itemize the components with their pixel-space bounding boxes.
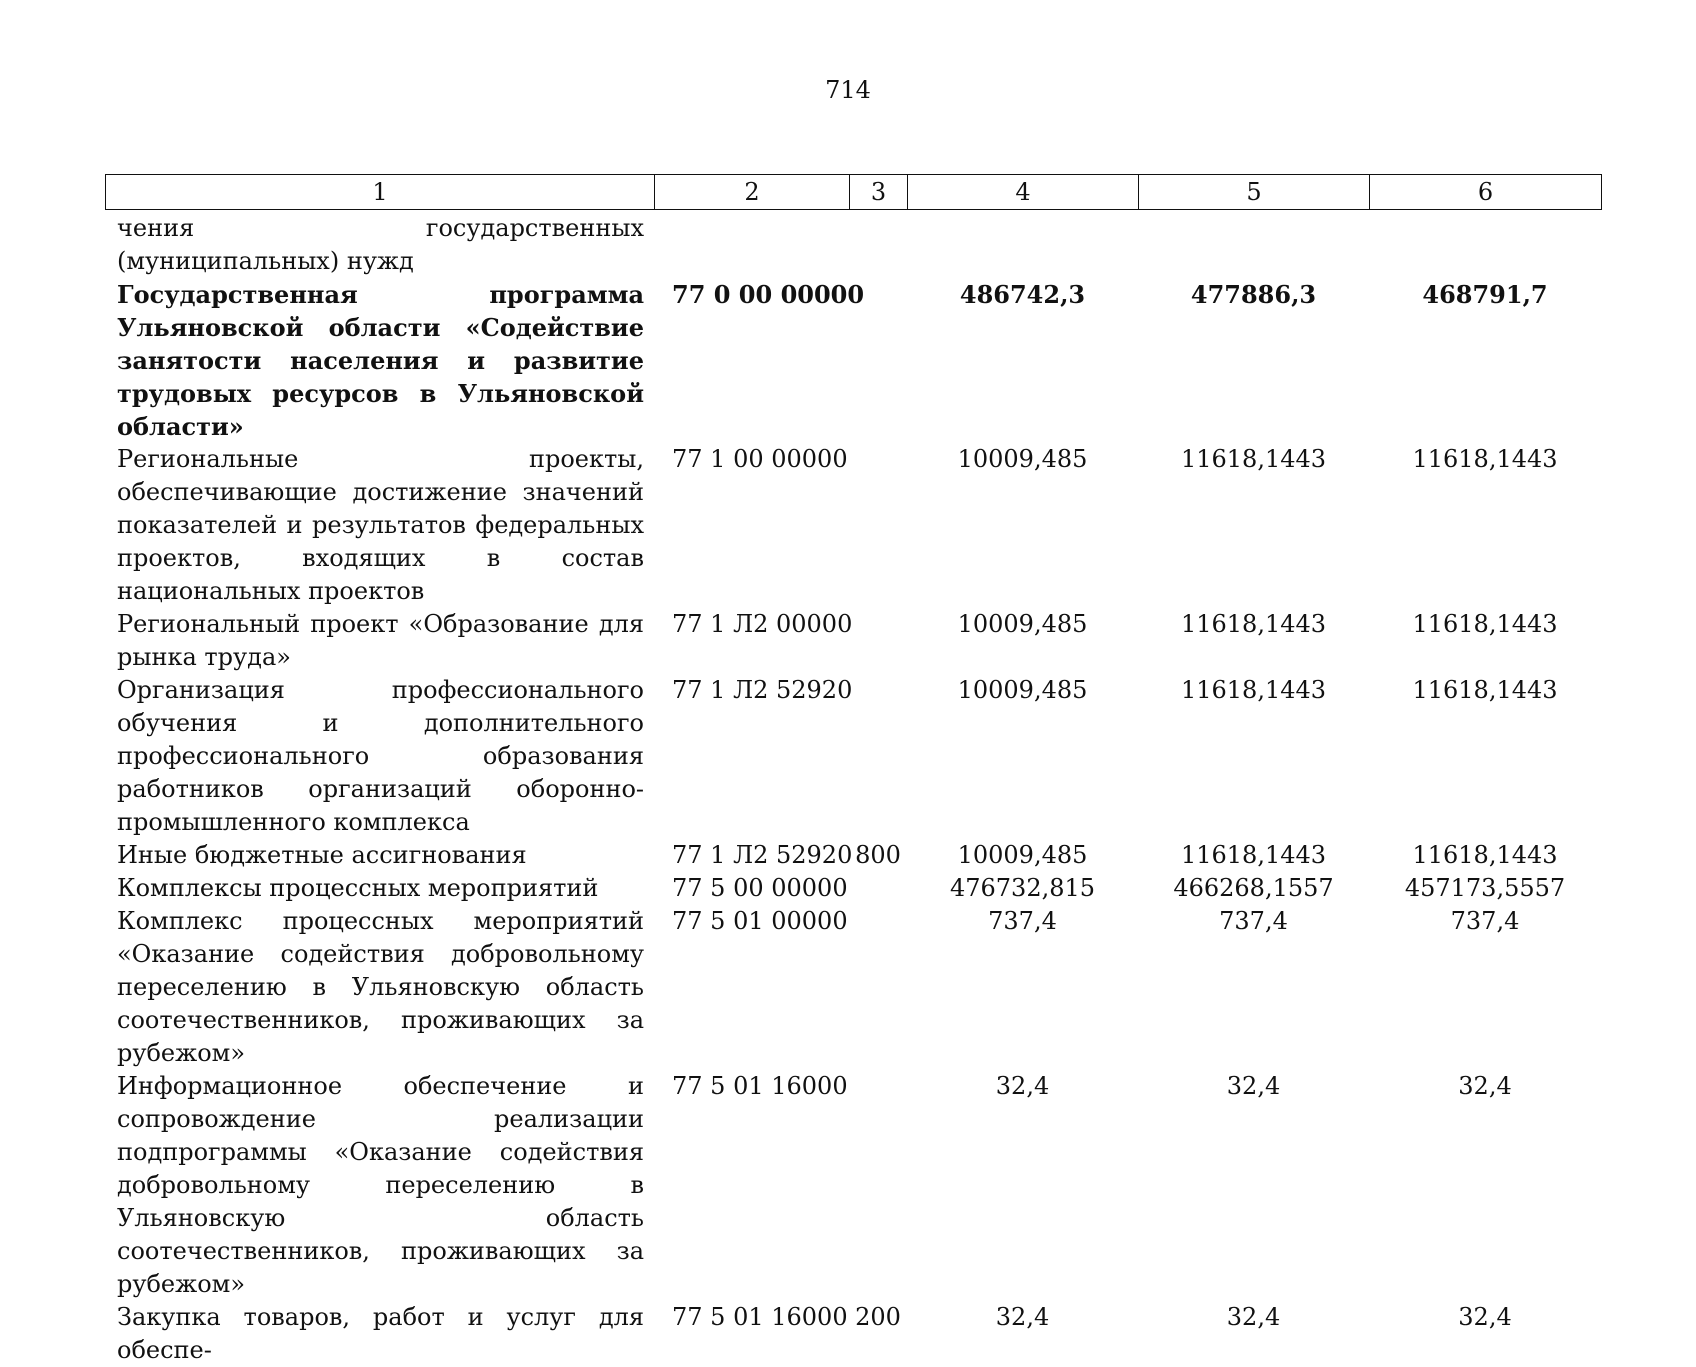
row-expense-type bbox=[849, 443, 907, 608]
row-value-col-5: 32,4 bbox=[1226, 1072, 1281, 1100]
row-value-col-6: 468791,7 bbox=[1422, 280, 1548, 309]
row-code bbox=[654, 212, 849, 278]
row-code: 77 0 00 00000 bbox=[672, 280, 865, 309]
row-value-col-6: 11618,1443 bbox=[1412, 445, 1558, 473]
row-value-col-4: 737,4 bbox=[988, 907, 1057, 935]
row-value-col-6: 737,4 bbox=[1450, 907, 1520, 935]
row-value-col-4: 476732,815 bbox=[949, 874, 1096, 902]
row-value-col-4: 32,4 bbox=[995, 1303, 1050, 1331]
row-expense-type bbox=[849, 1070, 907, 1301]
row-value-col-4: 10009,485 bbox=[957, 445, 1088, 473]
header-col-1: 1 bbox=[106, 175, 655, 210]
table-row bbox=[105, 872, 1601, 905]
row-value-col-5 bbox=[1138, 212, 1369, 278]
row-expense-type bbox=[849, 212, 907, 278]
row-value-col-4 bbox=[907, 212, 1138, 278]
row-name: Комплексы процессных мероприятий bbox=[117, 874, 599, 902]
row-value-col-4: 486742,3 bbox=[959, 280, 1086, 309]
table-row bbox=[105, 212, 1601, 278]
table-row bbox=[105, 839, 1601, 872]
row-value-col-5: 11618,1443 bbox=[1180, 676, 1327, 704]
row-code: 77 1 Л2 52920 bbox=[672, 676, 853, 704]
header-col-5: 5 bbox=[1139, 175, 1370, 210]
row-value-col-5: 466268,1557 bbox=[1173, 874, 1334, 902]
row-expense-type bbox=[849, 905, 907, 1070]
header-col-4: 4 bbox=[908, 175, 1139, 210]
table-row bbox=[105, 905, 1601, 1070]
row-name: Государственная программа Ульяновской области «Содействие занятости населения и развитие трудовых ресурсов в Ульяновской области» bbox=[117, 280, 644, 441]
table-body bbox=[105, 212, 1601, 1367]
row-value-col-6: 32,4 bbox=[1458, 1303, 1512, 1331]
row-value-col-5: 737,4 bbox=[1219, 907, 1288, 935]
row-name: чения государственных (муниципальных) нужд bbox=[117, 214, 644, 275]
row-expense-type: 800 bbox=[855, 841, 901, 869]
row-code: 77 5 01 16000 bbox=[672, 1072, 848, 1100]
table-header bbox=[105, 174, 1602, 210]
row-code: 77 5 01 16000 bbox=[672, 1303, 848, 1331]
table-row bbox=[105, 278, 1601, 443]
row-name: Иные бюджетные ассигнования bbox=[117, 841, 527, 869]
budget-table bbox=[105, 212, 1601, 1367]
row-name: Региональные проекты, обеспечивающие достижение значений показателей и результатов федеральных проектов, входящих в состав национальных проектов bbox=[117, 445, 644, 605]
row-value-col-6: 457173,5557 bbox=[1404, 874, 1566, 902]
row-value-col-6: 11618,1443 bbox=[1412, 610, 1558, 638]
header-col-6: 6 bbox=[1370, 175, 1602, 210]
row-value-col-4: 10009,485 bbox=[957, 610, 1088, 638]
header-col-2: 2 bbox=[655, 175, 850, 210]
row-expense-type: 200 bbox=[855, 1303, 901, 1331]
row-code: 77 5 00 00000 bbox=[672, 874, 848, 902]
row-expense-type bbox=[849, 608, 907, 674]
row-value-col-4: 32,4 bbox=[995, 1072, 1050, 1100]
row-value-col-4: 10009,485 bbox=[957, 676, 1088, 704]
row-name: Комплекс процессных мероприятий «Оказание содействия добровольному переселению в Ульяновскую область соотечественников, проживающих за рубежом» bbox=[117, 907, 644, 1067]
row-value-col-5: 477886,3 bbox=[1190, 280, 1317, 309]
row-value-col-5: 11618,1443 bbox=[1180, 610, 1327, 638]
row-code: 77 1 00 00000 bbox=[672, 445, 848, 473]
row-name: Закупка товаров, работ и услуг для обеспе- bbox=[117, 1303, 644, 1364]
table-row bbox=[105, 443, 1601, 608]
table-row bbox=[105, 1070, 1601, 1301]
table-row bbox=[105, 1301, 1601, 1367]
row-code: 77 5 01 00000 bbox=[672, 907, 848, 935]
row-name: Региональный проект «Образование для рынка труда» bbox=[117, 610, 644, 671]
row-code: 77 1 Л2 52920 bbox=[672, 841, 853, 869]
header-col-3: 3 bbox=[850, 175, 908, 210]
row-name: Информационное обеспечение и сопровождение реализации подпрограммы «Оказание содействия добровольному переселению в Ульяновскую область соотечественников, проживающих за рубежом» bbox=[117, 1072, 644, 1298]
row-expense-type bbox=[849, 674, 907, 839]
row-value-col-6: 11618,1443 bbox=[1412, 841, 1558, 869]
row-value-col-5: 11618,1443 bbox=[1180, 445, 1327, 473]
row-value-col-5: 32,4 bbox=[1226, 1303, 1281, 1331]
table-row bbox=[105, 608, 1601, 674]
row-value-col-6 bbox=[1369, 212, 1601, 278]
row-name: Организация профессионального обучения и дополнительного профессионального образования работников организаций оборонно-промышленного комплекса bbox=[117, 676, 644, 836]
table-row bbox=[105, 674, 1601, 839]
row-value-col-5: 11618,1443 bbox=[1180, 841, 1327, 869]
row-value-col-6: 32,4 bbox=[1458, 1072, 1512, 1100]
row-value-col-4: 10009,485 bbox=[957, 841, 1088, 869]
row-code: 77 1 Л2 00000 bbox=[672, 610, 853, 638]
row-expense-type bbox=[849, 872, 907, 905]
header-row bbox=[106, 175, 1602, 210]
page-number: 714 bbox=[825, 76, 871, 104]
row-value-col-6: 11618,1443 bbox=[1412, 676, 1558, 704]
